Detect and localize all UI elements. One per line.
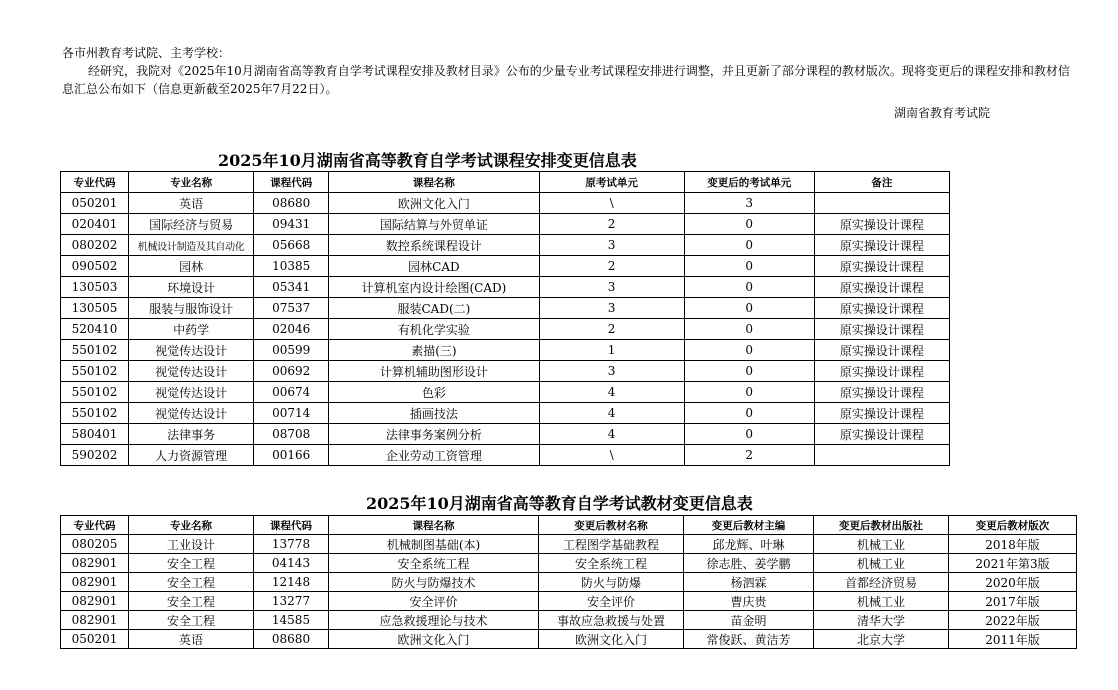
table-cell: 0	[684, 235, 814, 256]
table-cell: 安全系统工程	[539, 554, 684, 573]
table-cell: 素描(三)	[329, 340, 539, 361]
notice	[62, 44, 1072, 98]
table-cell: 2017年版	[949, 592, 1077, 611]
table-cell: 安全工程	[129, 592, 254, 611]
table-cell: 原实操设计课程	[814, 298, 949, 319]
textbook-table-title: 2025年10月湖南省高等教育自学考试教材变更信息表	[366, 494, 753, 513]
table-cell: 4	[539, 424, 684, 445]
notice-signature: 湖南省教育考试院	[894, 106, 991, 120]
table-cell: 0	[684, 403, 814, 424]
table-cell: 原实操设计课程	[814, 319, 949, 340]
table-row	[61, 319, 950, 340]
table-cell: 人力资源管理	[129, 445, 254, 466]
table-cell: 园林	[129, 256, 254, 277]
table-row	[61, 535, 1077, 554]
table-cell: 原实操设计课程	[814, 361, 949, 382]
table-cell: 2	[539, 256, 684, 277]
table-cell: 首都经济贸易	[814, 573, 949, 592]
table-cell: 安全评价	[539, 592, 684, 611]
table-cell: 欧洲文化入门	[329, 630, 539, 649]
table-cell: 企业劳动工资管理	[329, 445, 539, 466]
table-cell: 1	[539, 340, 684, 361]
column-header: 变更后教材版次	[949, 516, 1077, 535]
table-cell: 0	[684, 298, 814, 319]
table-cell: 3	[684, 193, 814, 214]
column-header: 课程代码	[254, 516, 329, 535]
table-cell: 13778	[254, 535, 329, 554]
textbook-change-table	[60, 515, 1077, 649]
column-header: 专业名称	[129, 516, 254, 535]
column-header: 专业代码	[61, 172, 129, 193]
table-row	[61, 611, 1077, 630]
table-row	[61, 382, 950, 403]
table-cell: 2	[539, 319, 684, 340]
table-cell: 00166	[254, 445, 329, 466]
table-cell: 视觉传达设计	[129, 340, 254, 361]
table-cell: 0	[684, 256, 814, 277]
table-cell	[814, 193, 949, 214]
table-cell: 英语	[129, 193, 254, 214]
notice-body: 经研究，我院对《2025年10月湖南省高等教育自学考试课程安排及教材目录》公布的少量专业考试课程安排进行调整，并且更新了部分课程的教材版次。现将变更后的课程安排和教材信息汇总公布如下（信息更新截至2025年7月22日）。	[62, 64, 1070, 96]
table-cell: 3	[539, 298, 684, 319]
table-cell: 安全系统工程	[329, 554, 539, 573]
table-cell: \	[539, 193, 684, 214]
table-cell: 安全工程	[129, 573, 254, 592]
table-row	[61, 445, 950, 466]
column-header: 变更后教材主编	[684, 516, 814, 535]
table-cell: 中药学	[129, 319, 254, 340]
table-cell: 2	[684, 445, 814, 466]
table-cell: 090502	[61, 256, 129, 277]
table-cell: 服装与服饰设计	[129, 298, 254, 319]
table-cell: 3	[539, 277, 684, 298]
table-cell: 082901	[61, 554, 129, 573]
table-cell: 杨泗霖	[684, 573, 814, 592]
table-cell: 苗金明	[684, 611, 814, 630]
table-cell: 国际经济与贸易	[129, 214, 254, 235]
table-cell: 原实操设计课程	[814, 277, 949, 298]
table-cell: 00674	[254, 382, 329, 403]
table-cell: 0	[684, 382, 814, 403]
table-cell: 080205	[61, 535, 129, 554]
table-row	[61, 298, 950, 319]
table-cell: 08680	[254, 630, 329, 649]
table-cell: 550102	[61, 403, 129, 424]
table-cell: 00714	[254, 403, 329, 424]
table-row	[61, 193, 950, 214]
table-row	[61, 340, 950, 361]
table-cell: 原实操设计课程	[814, 382, 949, 403]
table-cell: 服装CAD(二)	[329, 298, 539, 319]
column-header: 专业代码	[61, 516, 129, 535]
table-cell: 机械制图基础(本)	[329, 535, 539, 554]
table-cell: 邱龙辉、叶琳	[684, 535, 814, 554]
table-cell: 安全工程	[129, 611, 254, 630]
table-header-row	[61, 172, 950, 193]
table-cell: 常俊跃、黄洁芳	[684, 630, 814, 649]
table-header-row	[61, 516, 1077, 535]
table-cell: 580401	[61, 424, 129, 445]
column-header: 课程名称	[329, 172, 539, 193]
table-cell: 园林CAD	[329, 256, 539, 277]
table-cell: 原实操设计课程	[814, 235, 949, 256]
table-cell: 2022年版	[949, 611, 1077, 630]
table-cell: 原实操设计课程	[814, 403, 949, 424]
table-cell: 工程图学基础教程	[539, 535, 684, 554]
table-cell: 英语	[129, 630, 254, 649]
table-cell: 14585	[254, 611, 329, 630]
table-cell: 清华大学	[814, 611, 949, 630]
table-cell: 曹庆贵	[684, 592, 814, 611]
table-cell: 插画技法	[329, 403, 539, 424]
table-cell: 工业设计	[129, 535, 254, 554]
table-cell: 550102	[61, 361, 129, 382]
table-cell: 应急救援理论与技术	[329, 611, 539, 630]
table-cell: 法律事务案例分析	[329, 424, 539, 445]
table-cell: 原实操设计课程	[814, 340, 949, 361]
table-cell: 082901	[61, 592, 129, 611]
table-cell: 有机化学实验	[329, 319, 539, 340]
column-header: 备注	[814, 172, 949, 193]
table-cell: 4	[539, 403, 684, 424]
table-cell: 3	[539, 361, 684, 382]
table-cell: 2020年版	[949, 573, 1077, 592]
table-cell: 色彩	[329, 382, 539, 403]
table-cell: 550102	[61, 382, 129, 403]
table-cell: 环境设计	[129, 277, 254, 298]
table-cell: 2	[539, 214, 684, 235]
table-cell: 欧洲文化入门	[539, 630, 684, 649]
table-cell: 550102	[61, 340, 129, 361]
table-row	[61, 235, 950, 256]
table-cell: 00692	[254, 361, 329, 382]
table-cell: 北京大学	[814, 630, 949, 649]
table-cell: 082901	[61, 611, 129, 630]
table-cell: 07537	[254, 298, 329, 319]
table-cell: 0	[684, 214, 814, 235]
table-row	[61, 277, 950, 298]
table-row	[61, 424, 950, 445]
table-cell: 防火与防爆技术	[329, 573, 539, 592]
table-cell: 4	[539, 382, 684, 403]
table-cell: 02046	[254, 319, 329, 340]
table-cell: 数控系统课程设计	[329, 235, 539, 256]
table-cell: 0	[684, 424, 814, 445]
column-header: 课程名称	[329, 516, 539, 535]
column-header: 变更后教材出版社	[814, 516, 949, 535]
table-cell: 欧洲文化入门	[329, 193, 539, 214]
table-cell: 计算机室内设计绘图(CAD)	[329, 277, 539, 298]
table-cell: 安全工程	[129, 554, 254, 573]
table-cell: 原实操设计课程	[814, 424, 949, 445]
table-cell: 590202	[61, 445, 129, 466]
table-cell: 12148	[254, 573, 329, 592]
table-cell: 防火与防爆	[539, 573, 684, 592]
table-cell: 0	[684, 277, 814, 298]
table-cell: 事故应急救援与处置	[539, 611, 684, 630]
table-cell: 徐志胜、姜学鹏	[684, 554, 814, 573]
table-cell: 10385	[254, 256, 329, 277]
table-row	[61, 554, 1077, 573]
table-cell: 原实操设计课程	[814, 256, 949, 277]
table-cell: 0	[684, 340, 814, 361]
table-cell: 安全评价	[329, 592, 539, 611]
table-cell: 05341	[254, 277, 329, 298]
table-cell: 00599	[254, 340, 329, 361]
table-cell: 机械工业	[814, 535, 949, 554]
column-header: 原考试单元	[539, 172, 684, 193]
column-header: 课程代码	[254, 172, 329, 193]
table-row	[61, 403, 950, 424]
column-header: 变更后教材名称	[539, 516, 684, 535]
table-cell: 2021年第3版	[949, 554, 1077, 573]
table-cell: 080202	[61, 235, 129, 256]
column-header: 变更后的考试单元	[684, 172, 814, 193]
table-cell: 计算机辅助图形设计	[329, 361, 539, 382]
table-cell: 082901	[61, 573, 129, 592]
table-cell: 130505	[61, 298, 129, 319]
table-cell: 050201	[61, 193, 129, 214]
table-cell: 0	[684, 319, 814, 340]
schedule-table-title: 2025年10月湖南省高等教育自学考试课程安排变更信息表	[218, 151, 637, 170]
table-cell: 130503	[61, 277, 129, 298]
table-cell: 原实操设计课程	[814, 214, 949, 235]
table-cell: 视觉传达设计	[129, 361, 254, 382]
table-cell: 0	[684, 361, 814, 382]
table-cell: 09431	[254, 214, 329, 235]
table-cell: 13277	[254, 592, 329, 611]
table-cell: \	[539, 445, 684, 466]
table-row	[61, 361, 950, 382]
table-cell: 520410	[61, 319, 129, 340]
column-header: 专业名称	[129, 172, 254, 193]
table-row	[61, 592, 1077, 611]
schedule-change-table	[60, 171, 950, 466]
table-row	[61, 256, 950, 277]
table-cell: 机械设计制造及其自动化	[129, 235, 254, 256]
table-cell: 050201	[61, 630, 129, 649]
table-cell: 04143	[254, 554, 329, 573]
table-cell: 2018年版	[949, 535, 1077, 554]
table-cell: 08708	[254, 424, 329, 445]
table-cell	[814, 445, 949, 466]
table-cell: 国际结算与外贸单证	[329, 214, 539, 235]
table-cell: 020401	[61, 214, 129, 235]
table-cell: 视觉传达设计	[129, 382, 254, 403]
table-row	[61, 214, 950, 235]
notice-salutation: 各市州教育考试院、主考学校：	[62, 46, 231, 60]
table-cell: 机械工业	[814, 554, 949, 573]
table-cell: 05668	[254, 235, 329, 256]
table-row	[61, 573, 1077, 592]
table-cell: 视觉传达设计	[129, 403, 254, 424]
table-cell: 机械工业	[814, 592, 949, 611]
table-cell: 法律事务	[129, 424, 254, 445]
table-cell: 3	[539, 235, 684, 256]
table-cell: 2011年版	[949, 630, 1077, 649]
table-row	[61, 630, 1077, 649]
table-cell: 08680	[254, 193, 329, 214]
